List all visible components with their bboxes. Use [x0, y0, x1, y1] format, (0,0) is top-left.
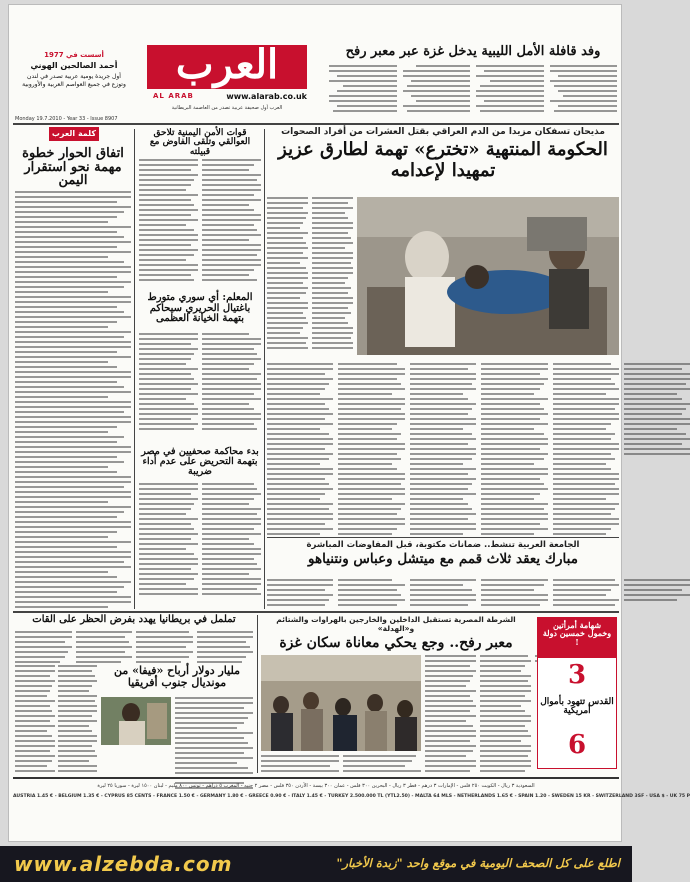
story-mubarak[interactable]	[267, 537, 619, 609]
fifa-photo-image	[101, 697, 171, 745]
editorial-headline: اتفاق الحوار خطوة مهمة نحو استقرار اليمن	[22, 146, 124, 189]
logo-text-ar: العرب	[175, 41, 279, 88]
editorial-column[interactable]	[15, 127, 131, 611]
lead-headline-2: تمهيدا لإعدامه	[390, 159, 496, 181]
founder-note-2: وتوزع في جميع العواصم العربية والأوروبية	[22, 81, 126, 88]
lead-photo	[357, 197, 619, 355]
promo-number-2: 6	[567, 730, 587, 760]
rafah-photo	[261, 655, 421, 751]
story-egypt-journalists-body	[139, 483, 261, 605]
prices-english: AUSTRIA 1.45 € - BELGIUM 1.35 € - CYPRUS 85 CENTS - FRANCE 1.50 € - GERMANY 1.80 € - GREECE 0.90 € - ITALY 1.45 € - TURKEY 2.500.000 TL (YTL2.50) - MALTA 64 MLS - NETHERLANDS 1.65 € - SPAIN 1.20 - SWEDEN 15 KR - SWITZERLAND 3SF - USA $ - UK 75 P	[13, 794, 690, 799]
lead-photo-image	[357, 197, 619, 355]
newspaper-page	[8, 4, 690, 842]
promo-number-1: 3	[567, 660, 587, 690]
story-syria-headline: المعلم: أي سوري متورط باغتيال الحريري سيحاكم بتهمة الخيانة العظمى	[147, 292, 253, 324]
story-fifa[interactable]	[15, 665, 253, 773]
story-uk-khat-headline: تململ في بريطانيا يهدد بفرض الحظر على القات	[32, 614, 236, 625]
column-rule	[134, 129, 135, 609]
story-egypt-journalists-headline: بدء محاكمة صحفيين في مصر بتهمة التحريض على عدم أداء ضريبة	[141, 446, 259, 477]
logo[interactable]	[147, 41, 307, 103]
story-rafah-body-under	[261, 755, 421, 773]
column-rule-2	[264, 129, 265, 609]
promo-line-1: شهامة أمرأتين وخمول خمسين دولة !	[542, 620, 612, 647]
story-fifa-body-right	[175, 697, 253, 773]
story-syria-body	[139, 333, 261, 441]
story-rafah[interactable]	[261, 615, 531, 773]
story-rafah-kicker: الشرطة المصرية تستقبل الداخلين والخارجين بالهراوات والشتائم و«الهدلة»	[276, 615, 516, 633]
story-yemen-headline: قوات الأمن اليمنية تلاحق العوالقي وتلقى الفاوض مع قبيلته	[149, 128, 251, 157]
story-yemen[interactable]	[139, 129, 261, 289]
story-fifa-headline: مليار دولار أرباح «فيفا» من مونديال جنوب أفريقيا	[113, 664, 241, 689]
promo-box[interactable]	[537, 617, 617, 769]
site-url[interactable]: www.alarab.co.uk	[226, 92, 307, 101]
lead-headline-1: الحكومة المنتهية «تخترع» تهمة لطارق عزيز	[278, 139, 608, 160]
lead-body	[267, 363, 619, 535]
founder-box	[15, 51, 133, 115]
story-yemen-body	[139, 159, 261, 287]
section-divider	[13, 611, 619, 613]
story-egypt-journalists[interactable]	[139, 447, 261, 607]
editorial-body	[15, 191, 131, 611]
story-mubarak-kicker: الجامعة العربية تنشط.. ضمانات مكتوبة، قبل المفاوضات المباشرة	[306, 540, 580, 550]
top-story[interactable]	[329, 45, 617, 117]
editorial-badge-label: كلمة العرب	[51, 129, 97, 138]
story-mubarak-body	[267, 579, 619, 609]
promo-line-2: القدس تتهود بأموال أمريكية	[540, 697, 614, 717]
masthead	[9, 5, 623, 122]
promo-banner[interactable]	[0, 846, 632, 882]
rafah-photo-image	[261, 655, 421, 751]
story-mubarak-top-rule	[267, 537, 619, 538]
banner-url[interactable]: www.alzebda.com	[14, 852, 233, 876]
story-mubarak-headline: مبارك يعقد ثلاث قمم مع ميتشل وعباس ونتنياهو	[308, 551, 578, 567]
masthead-divider	[13, 123, 619, 125]
lead-story[interactable]	[267, 127, 619, 537]
date-line: Monday 19.7.2010 - Year 33 - Issue 8907	[15, 116, 118, 122]
price-footer	[13, 777, 690, 813]
top-story-headline: وفد قافلة الأمل الليبية يدخل غزة عبر معبر رفح	[345, 44, 601, 59]
logo-text-en: AL ARAB	[153, 92, 194, 100]
founder-name: أحمد الصالحين الهوني	[30, 61, 118, 70]
story-rafah-headline: معبر رفح.. وجع يحكي معاناة سكان غزة	[279, 635, 513, 651]
founder-note: أول جريدة يومية عربية تصدر في لندن	[27, 73, 121, 80]
story-rafah-body	[425, 655, 531, 773]
lead-side-body	[267, 197, 353, 355]
tagline: العرب أول صحيفة عربية تصدر من العاصمة البريطانية	[171, 105, 283, 111]
banner-slogan: اطلع على كل الصحف اليومية في موقع واحد "زبدة الأخبار"	[336, 856, 620, 870]
top-story-body	[329, 65, 617, 115]
story-syria[interactable]	[139, 293, 261, 443]
prices-arabic: السعودية ٣ ريال - الكويت ٢٥٠ فلس - الإمارات ٣ درهم - قطر ٣ ريال - البحرين ٣٠٠ فلس - عمان ٣٠٠ بيسة - الأردن ٣٥٠ فلس - مصر ٢ جنيه - المغرب ٥ دراهم - تونس ٨٠٠ مليم - لبنان ١٥٠٠ ليرة - سوريا ٢٥ ليرة	[97, 783, 535, 789]
lead-kicker: مذيحان تسفكان مزيدا من الدم العراقي بقتل العشرات من أفراد الصحوات	[281, 127, 605, 137]
column-rule-3	[257, 615, 258, 773]
fifa-photo	[101, 697, 171, 745]
story-fifa-body-left	[15, 665, 97, 773]
story-uk-khat[interactable]	[15, 615, 253, 665]
founder-label: أسست في 1977	[44, 51, 104, 59]
